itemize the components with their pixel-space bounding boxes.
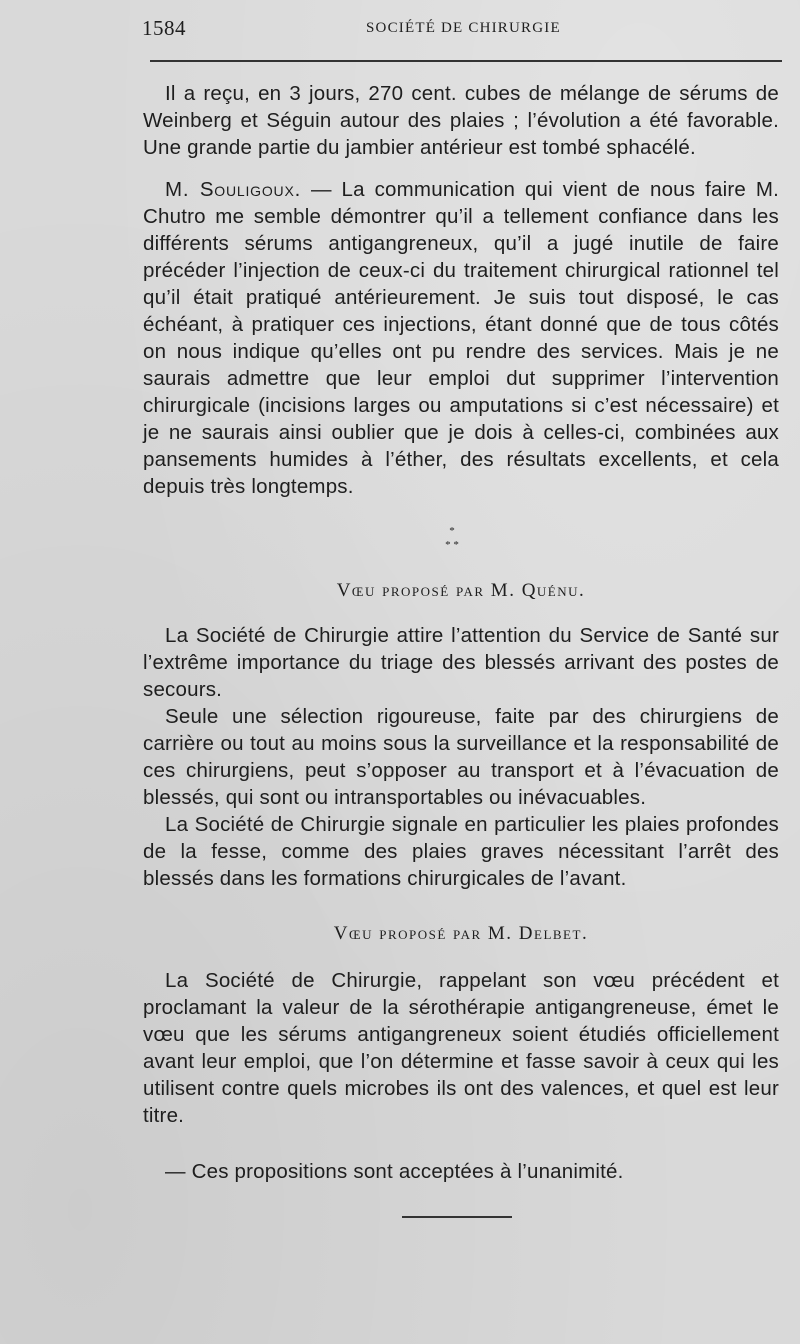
section-heading-quenu: Vœu proposé par M. Quénu. <box>336 580 586 601</box>
quenu-paragraph-2: Seule une sélection rigoureuse, faite par des chirurgiens de carrière ou tout au moins sous la surveillance et la responsabilité de ces chirurgiens, peut s’opposer au transport et à l’évacuation de blessés, qui sont ou intransportables ou inévacuables. <box>143 705 779 809</box>
delbet-section-body <box>143 967 779 1129</box>
section-heading-delbet: Vœu proposé par M. Delbet. <box>333 923 589 944</box>
header-rule <box>150 60 782 62</box>
asterism-bottom: * * <box>445 539 459 551</box>
page-number: 1584 <box>142 16 186 40</box>
speaker-name: M. Souligoux. <box>165 178 302 201</box>
delbet-paragraph-1: La Société de Chirurgie, rappelant son vœu précédent et proclamant la valeur de la sérothérapie antigangreneuse, émet le vœu que les sérums antigangreneux soient étudiés officiellement avant leur emploi, que l’on détermine et fasse savoir à ceux qui les utilisent contre quels microbes ils ont des valences, et quel est leur titre. <box>143 969 779 1127</box>
closing-statement-block <box>143 1158 779 1185</box>
opening-paragraph-block <box>143 80 779 161</box>
running-head <box>142 16 774 42</box>
running-title: SOCIÉTÉ DE CHIRURGIE <box>366 20 561 36</box>
section-separator-asterism <box>430 524 474 564</box>
quenu-paragraph-1: La Société de Chirurgie attire l’attention du Service de Santé sur l’extrême importance du triage des blessés arrivant des postes de secours. <box>143 624 779 701</box>
footer-rule <box>402 1216 512 1218</box>
quenu-paragraph-3: La Société de Chirurgie signale en particulier les plaies profondes de la fesse, comme des plaies graves nécessitant l’arrêt des blessés dans les formations chirurgicales de l’avant. <box>143 813 779 890</box>
opening-paragraph: Il a reçu, en 3 jours, 270 cent. cubes de mélange de sérums de Weinberg et Séguin autour des plaies ; l’évolution a été favorable. Une grande partie du jambier antérieur est tombé sphacélé. <box>143 82 779 159</box>
quenu-section-body <box>143 622 779 892</box>
souligoux-remarks <box>143 176 779 500</box>
souligoux-paragraph <box>143 176 779 500</box>
asterism-top: * <box>449 525 455 537</box>
closing-statement: — Ces propositions sont acceptées à l’unanimité. <box>165 1160 624 1183</box>
souligoux-text: — La communication qui vient de nous faire M. Chutro me semble démontrer qu’il a tellement confiance dans les différents sérums antigangreneux, qu’il a jugé inutile de faire précéder l’injection de ceux-ci du traitement chirurgical rationnel tel qu’il était pratiqué antérieurement. Je suis tout disposé, le cas échéant, à pratiquer ces injections, étant donné que de tous côtés on nous indique qu’elles ont pu rendre des services. Mais je ne saurais admettre que leur emploi dut supprimer l’intervention chirurgicale (incisions larges ou amputations si c’est nécessaire) et je ne saurais ainsi oublier que je dois à celles-ci, combinées aux pansements humides à l’éther, des résultats excellents, et cela depuis très longtemps. <box>143 178 779 498</box>
